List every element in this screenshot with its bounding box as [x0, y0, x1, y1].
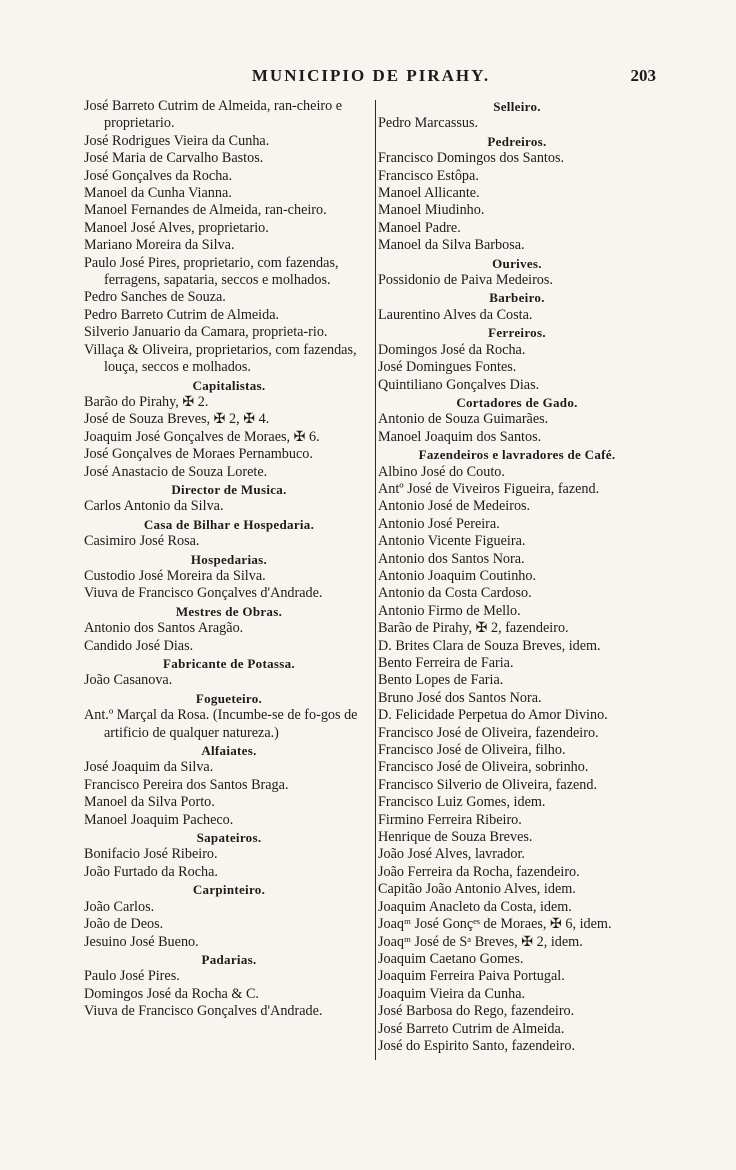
directory-entry: Viuva de Francisco Gonçalves d'Andrade. [84, 585, 323, 602]
directory-entry: João de Deos. [84, 916, 164, 933]
section-heading: Fabricante de Potassa. [163, 656, 295, 671]
directory-entry: Casimiro José Rosa. [84, 533, 200, 550]
directory-entry: José Maria de Carvalho Bastos. [84, 150, 264, 167]
directory-entry: José Gonçalves da Rocha. [84, 167, 233, 184]
section-heading: Capitalistas. [192, 377, 266, 393]
directory-entry: Jesuino José Bueno. [84, 933, 199, 950]
directory-entry: Antonio dos Santos Nora. [378, 550, 525, 567]
directory-entry: Bento Lopes de Faria. [378, 672, 504, 689]
directory-entry: Manoel Fernandes de Almeida, ran-cheiro. [84, 202, 327, 219]
directory-entry: Manoel da Silva Porto. [84, 794, 215, 811]
directory-entry: Carlos Antonio da Silva. [84, 498, 224, 515]
directory-entry: Joaquim Caetano Gomes. [378, 950, 524, 967]
directory-entry: José Barreto Cutrim de Almeida. [378, 1020, 565, 1037]
directory-entry: Manoel Joaquim Pacheco. [84, 811, 234, 828]
directory-entry: João Casanova. [84, 672, 173, 689]
directory-entry: Antonio Vicente Figueira. [378, 533, 526, 550]
directory-entry: Mariano Moreira da Silva. [84, 237, 235, 254]
directory-entry: Antonio José Pereira. [378, 515, 500, 532]
section-heading: Director de Musica. [171, 481, 287, 497]
directory-entry: Francisco Luiz Gomes, idem. [378, 794, 546, 811]
directory-entry: Francisco José de Oliveira, sobrinho. [378, 759, 589, 776]
directory-entry: Antonio de Souza Guimarães. [378, 411, 549, 428]
column-divider [375, 100, 376, 1060]
directory-entry: João José Alves, lavrador. [378, 846, 525, 863]
directory-entry: Antonio da Costa Cardoso. [378, 585, 532, 602]
directory-entry: Albino José do Couto. [378, 463, 505, 480]
directory-entry: José do Espirito Santo, fazendeiro. [378, 1037, 576, 1054]
directory-entry: José Domingues Fontes. [378, 359, 517, 376]
directory-entry: Pedro Barreto Cutrim de Almeida. [84, 306, 280, 323]
directory-entry: Firmino Ferreira Ribeiro. [378, 811, 522, 828]
directory-entry: Viuva de Francisco Gonçalves d'Andrade. [84, 1003, 323, 1020]
directory-entry: José Anastacio de Souza Lorete. [84, 463, 268, 480]
directory-entry: Ant.º Marçal da Rosa. (Incumbe-se de fo-gos de artificio de qualquer natureza.) [84, 707, 358, 741]
directory-entry: D. Felicidade Perpetua do Amor Divino. [378, 707, 608, 724]
directory-entry: Domingos José da Rocha & C. [84, 985, 259, 1002]
directory-entry: Paulo José Pires. [84, 968, 180, 985]
directory-entry: Francisco José de Oliveira, filho. [378, 742, 566, 759]
directory-entry: João Ferreira da Rocha, fazendeiro. [378, 863, 580, 880]
directory-entry: José Gonçalves de Moraes Pernambuco. [84, 446, 313, 463]
section-heading: Sapateiros. [196, 830, 262, 846]
directory-entry: Joaquim José Gonçalves de Moraes, ✠ 6. [84, 428, 320, 445]
directory-entry: José Barbosa do Rego, fazendeiro. [378, 1003, 575, 1020]
section-heading: Mestres de Obras. [175, 603, 283, 619]
directory-entry: Manoel José Alves, proprietario. [84, 219, 269, 236]
running-title: MUNICIPIO DE PIRAHY. [251, 66, 491, 85]
page-number: 203 [630, 66, 656, 85]
directory-entry: Antonio dos Santos Aragão. [84, 620, 244, 637]
directory-entry: Pedro Sanches de Souza. [84, 289, 226, 306]
directory-entry: Antonio Firmo de Mello. [378, 602, 521, 619]
directory-entry: Manoel Allicante. [378, 185, 480, 202]
directory-entry: Candido José Dias. [84, 637, 194, 654]
directory-entry: João Carlos. [84, 898, 155, 915]
directory-entry: Domingos José da Rocha. [378, 341, 526, 358]
directory-entry: Manoel Miudinho. [378, 202, 485, 219]
section-heading: Carpinteiro. [192, 882, 266, 898]
directory-entry: Antonio José de Medeiros. [378, 498, 531, 515]
directory-entry: João Furtado da Rocha. [84, 863, 218, 880]
directory-entry: Joaquim Ferreira Paiva Portugal. [378, 968, 565, 985]
directory-entry: Manoel da Silva Barbosa. [378, 237, 525, 254]
directory-entry: Laurentino Alves da Costa. [378, 306, 533, 323]
directory-entry: José Barreto Cutrim de Almeida, ran-cheiro e proprietario. [84, 98, 343, 132]
directory-entry: Custodio José Moreira da Silva. [84, 567, 266, 584]
directory-entry: Barão do Pirahy, ✠ 2. [84, 393, 209, 410]
directory-entry: Bonifacio José Ribeiro. [84, 846, 218, 863]
directory-entry: Joaquim Vieira da Cunha. [378, 985, 526, 1002]
directory-entry: Capitão João Antonio Alves, idem. [378, 881, 576, 898]
section-heading: Barbeiro. [489, 290, 545, 306]
directory-entry: Manoel Joaquim dos Santos. [378, 428, 542, 445]
section-heading: Hospedarias. [190, 551, 268, 567]
section-heading: Selleiro. [493, 99, 541, 114]
section-heading: Pedreiros. [487, 133, 547, 149]
section-heading: Cortadores de Gado. [456, 394, 578, 410]
directory-entry: Possidonio de Paiva Medeiros. [378, 272, 553, 289]
directory-entry: Manoel da Cunha Vianna. [84, 185, 232, 202]
directory-entry: Pedro Marcassus. [378, 115, 479, 132]
directory-entry: Francisco Silverio de Oliveira, fazend. [378, 776, 598, 793]
section-heading: Ourives. [492, 255, 542, 271]
directory-entry: José Joaquim da Silva. [84, 759, 214, 776]
section-heading: Fazendeiros e lavradores de Café. [418, 447, 616, 463]
directory-entry: José de Souza Breves, ✠ 2, ✠ 4. [84, 411, 270, 428]
directory-entry: Joaqᵐ José Gonçᵉˢ de Moraes, ✠ 6, idem. [378, 916, 612, 933]
directory-entry: Joaquim Anacleto da Costa, idem. [378, 898, 572, 915]
page-header [86, 66, 656, 92]
section-heading: Alfaiates. [201, 743, 257, 759]
directory-entry: Francisco Pereira dos Santos Braga. [84, 776, 289, 793]
directory-entry: Silverio Januario da Camara, proprieta-rio. [84, 324, 328, 341]
section-heading: Fogueteiro. [195, 690, 263, 706]
directory-entry: Francisco José de Oliveira, fazendeiro. [378, 724, 599, 741]
directory-entry: Barão de Pirahy, ✠ 2, fazendeiro. [378, 620, 569, 637]
left-column [84, 98, 374, 1021]
directory-entry: Antonio Joaquim Coutinho. [378, 567, 537, 584]
directory-entry: José Rodrigues Vieira da Cunha. [84, 132, 270, 149]
directory-entry: Manoel Padre. [378, 219, 461, 236]
directory-entry: Quintiliano Gonçalves Dias. [378, 376, 540, 393]
section-heading: Ferreiros. [488, 325, 546, 341]
directory-entry: Francisco Estôpa. [378, 167, 479, 184]
directory-entry: Paulo José Pires, proprietario, com fazendas, ferragens, sapataria, seccos e molhados. [84, 254, 339, 289]
directory-entry: Villaça & Oliveira, proprietarios, com fazendas, louça, seccos e molhados. [84, 341, 357, 376]
directory-entry: D. Brites Clara de Souza Breves, idem. [378, 637, 601, 654]
directory-entry: Francisco Domingos dos Santos. [378, 150, 565, 167]
directory-entry: Antº José de Viveiros Figueira, fazend. [378, 480, 600, 497]
directory-entry: Bruno José dos Santos Nora. [378, 689, 542, 706]
section-heading: Casa de Bilhar e Hospedaria. [143, 516, 315, 532]
directory-entry: Henrique de Souza Breves. [378, 829, 533, 846]
directory-entry: Joaqᵐ José de Sᵃ Breves, ✠ 2, idem. [378, 933, 583, 950]
directory-entry: Bento Ferreira de Faria. [378, 655, 514, 671]
section-heading: Padarias. [201, 951, 257, 967]
right-column [378, 98, 656, 1055]
